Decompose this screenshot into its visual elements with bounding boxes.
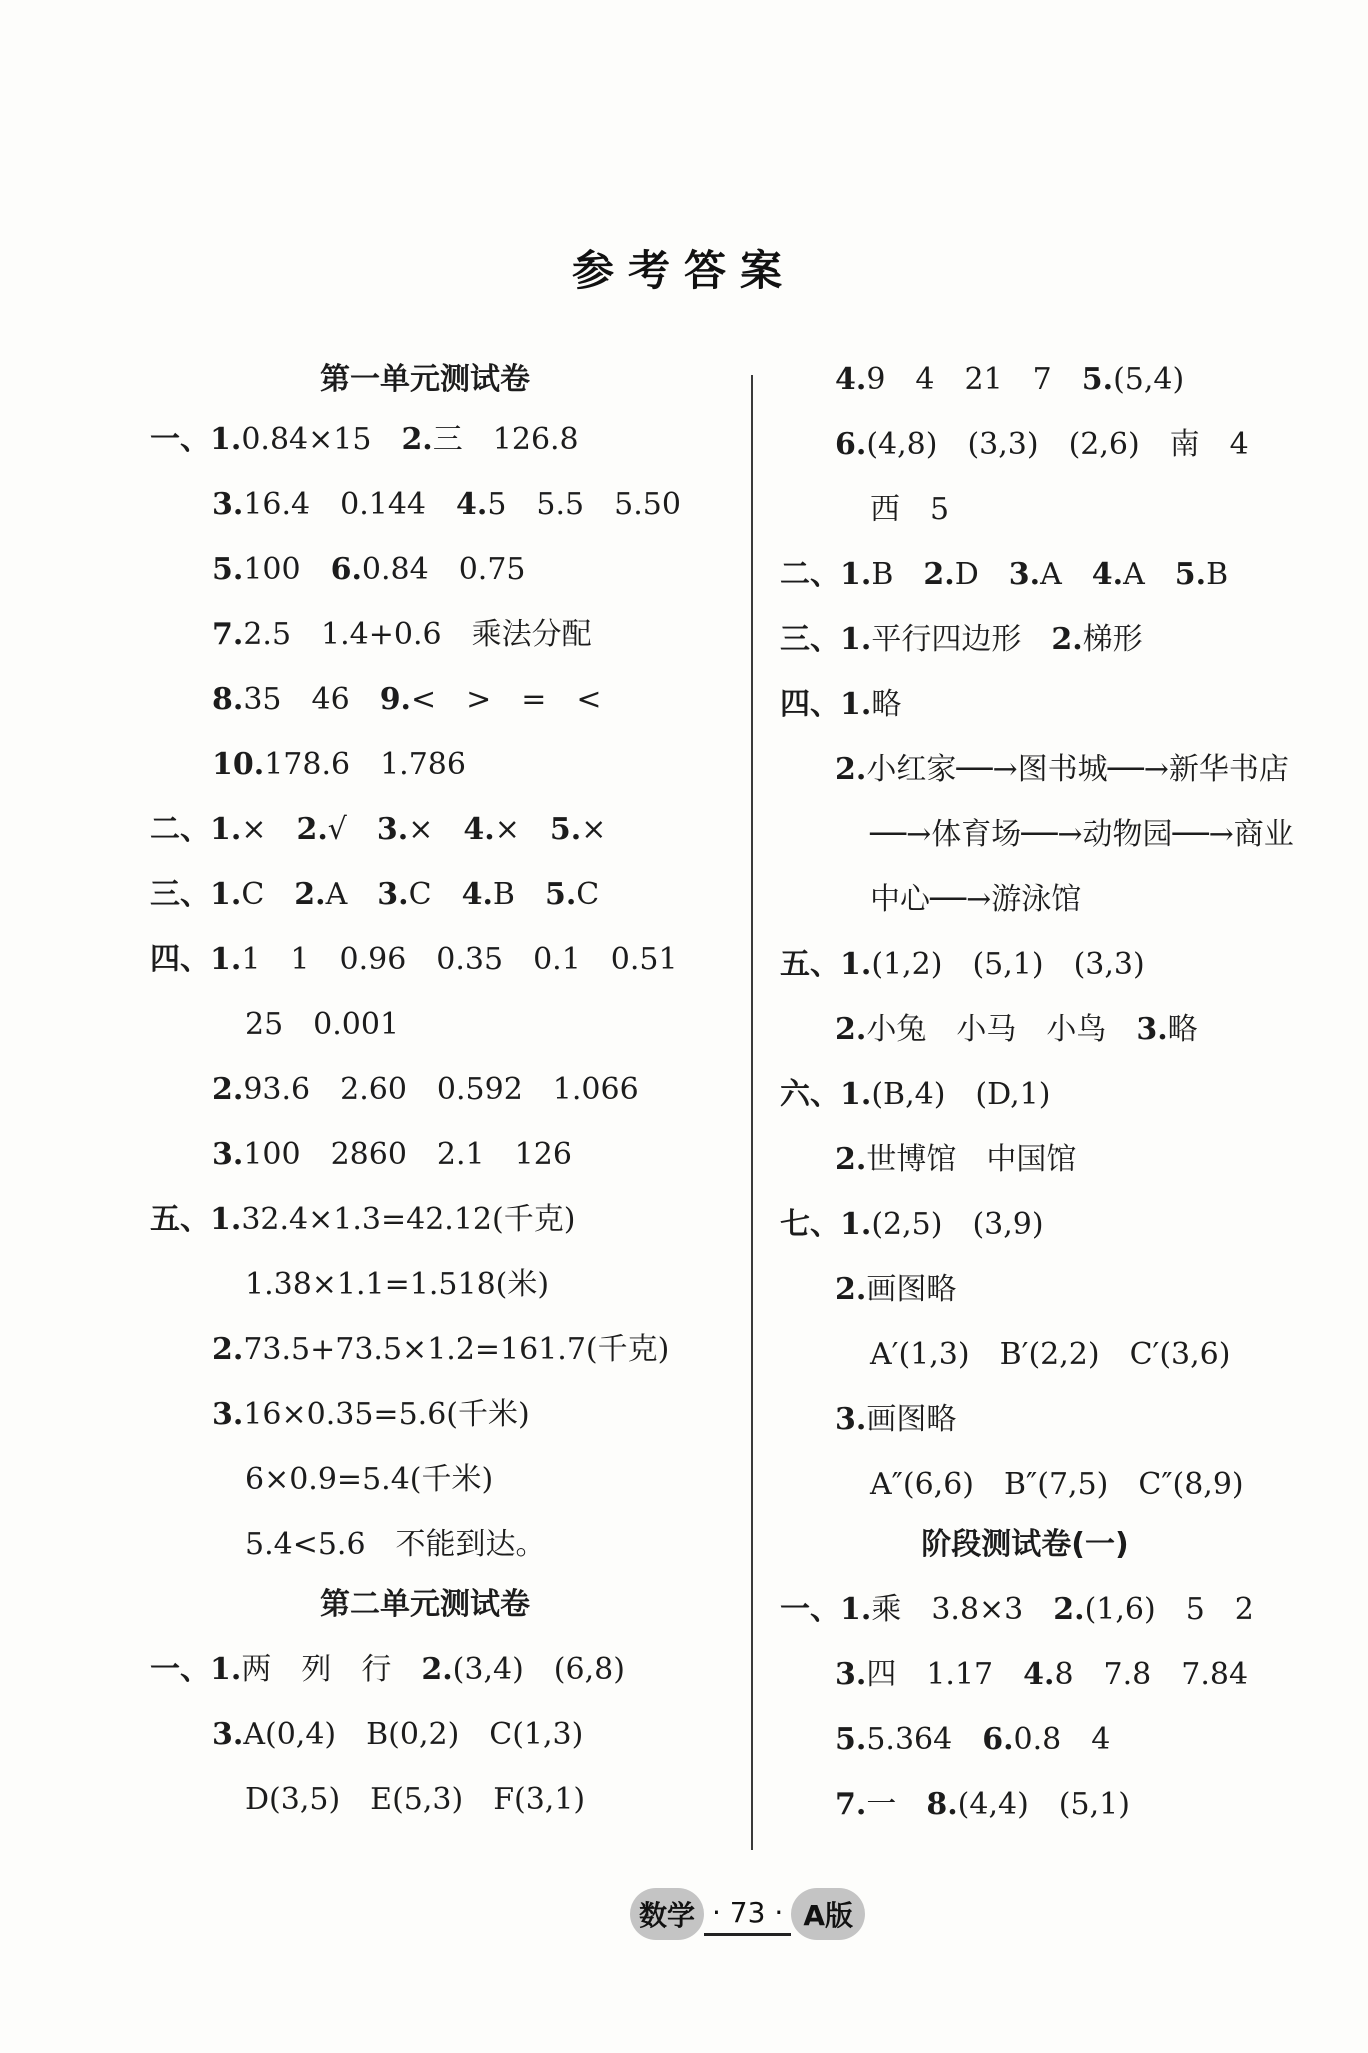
answer-line — [212, 550, 526, 590]
answer-text: 平行四边形 — [871, 622, 1052, 657]
question-number: 一、1. — [150, 1652, 242, 1687]
answer-line — [870, 815, 1294, 855]
answer-text: 16.4 0.144 — [243, 487, 457, 522]
answer-text: 100 — [243, 552, 331, 587]
answer-text: (5,4) — [1113, 362, 1185, 397]
answer-text: A — [1123, 557, 1175, 592]
section-heading: 第二单元测试卷 — [320, 1587, 530, 1622]
answer-text: B — [1206, 557, 1229, 592]
answer-text: (1,6) 5 2 — [1084, 1592, 1254, 1627]
question-number: 7. — [212, 617, 244, 652]
question-number: 6. — [330, 552, 362, 587]
answer-line — [212, 745, 466, 785]
answer-text: 乘 3.8×3 — [871, 1592, 1054, 1627]
answer-line — [212, 1135, 572, 1175]
answer-text: 1.38×1.1=1.518(米) — [245, 1267, 550, 1302]
question-number: 3. — [376, 812, 409, 847]
answer-line — [150, 810, 606, 850]
answer-text: 35 46 — [243, 682, 380, 717]
question-number: 6. — [835, 427, 867, 462]
question-number: 4. — [463, 812, 495, 847]
answer-text: 三 126.8 — [432, 422, 579, 457]
question-number: 三、1. — [150, 877, 242, 912]
answer-text: A(0,4) B(0,2) C(1,3) — [243, 1717, 584, 1752]
answer-text: C — [408, 877, 462, 912]
answer-text: 25 0.001 — [245, 1007, 400, 1042]
question-number: 2. — [296, 812, 328, 847]
answer-line — [835, 1720, 1110, 1760]
answer-line — [835, 1140, 1076, 1180]
answer-line — [150, 420, 579, 460]
question-number: 8. — [212, 682, 244, 717]
answer-text: 5.364 — [866, 1722, 983, 1757]
answer-text: √ — [327, 812, 377, 847]
answer-text: (2,5) (3,9) — [871, 1207, 1044, 1242]
answer-text: 小兔 小马 小鸟 — [866, 1012, 1137, 1047]
answer-text: (3,4) (6,8) — [452, 1652, 625, 1687]
question-number: 2. — [401, 422, 433, 457]
question-number: 2. — [835, 1272, 867, 1307]
question-number: 6. — [982, 1722, 1014, 1757]
answer-text: 5 5.5 5.50 — [487, 487, 681, 522]
question-number: 5. — [212, 552, 244, 587]
answer-text: 两 列 行 — [241, 1652, 422, 1687]
question-number: 8. — [926, 1787, 958, 1822]
answer-text: D(3,5) E(5,3) F(3,1) — [245, 1782, 586, 1817]
answer-text: A — [1040, 557, 1092, 592]
answer-text: 0.8 4 — [1013, 1722, 1111, 1757]
answer-text: B — [871, 557, 924, 592]
question-number: 5. — [549, 812, 582, 847]
answer-line — [150, 1200, 575, 1240]
answer-text: 四 1.17 — [866, 1657, 1024, 1692]
answer-text: A — [325, 877, 378, 912]
question-number: 2. — [835, 1142, 867, 1177]
answer-line — [780, 1590, 1254, 1630]
question-number: 3. — [212, 1397, 244, 1432]
question-number: 四、1. — [150, 942, 242, 977]
answer-line — [212, 485, 681, 525]
answer-line — [245, 1525, 546, 1565]
answer-line — [835, 1785, 1130, 1825]
question-number: 二、1. — [780, 557, 872, 592]
answer-text: × — [581, 812, 607, 847]
answer-line — [212, 1715, 583, 1755]
answer-line — [780, 945, 1145, 985]
answer-line — [835, 425, 1249, 465]
answer-text: 西 5 — [870, 492, 950, 527]
question-number: 2. — [212, 1072, 244, 1107]
answer-text: 2.5 1.4+0.6 乘法分配 — [243, 617, 592, 652]
question-number: 五、1. — [780, 947, 872, 982]
answer-text: D — [954, 557, 1009, 592]
answer-line — [870, 1335, 1230, 1375]
answer-line — [835, 360, 1184, 400]
question-number: 六、1. — [780, 1077, 872, 1112]
answer-text: 178.6 1.786 — [264, 747, 466, 782]
answer-text: 0.84 0.75 — [361, 552, 526, 587]
answer-text: 画图略 — [866, 1272, 957, 1307]
answer-text: ──→体育场──→动物园──→商业 — [870, 817, 1294, 852]
answer-text: 100 2860 2.1 126 — [243, 1137, 572, 1172]
answer-line — [212, 615, 592, 655]
answer-text: 1 1 0.96 0.35 0.1 0.51 — [241, 942, 678, 977]
question-number: 2. — [294, 877, 326, 912]
answer-text: C — [576, 877, 600, 912]
answer-text: A′(1,3) B′(2,2) C′(3,6) — [870, 1337, 1231, 1372]
answer-line — [245, 1780, 585, 1820]
answer-line — [870, 1465, 1244, 1505]
column-divider — [751, 375, 753, 1850]
question-number: 4. — [456, 487, 488, 522]
footer-subject: 数学 — [630, 1888, 704, 1940]
answer-line — [870, 880, 1081, 920]
footer-edition: A版 — [791, 1888, 865, 1940]
answer-text: × — [241, 812, 297, 847]
answer-line — [212, 1395, 530, 1435]
question-number: 七、1. — [780, 1207, 872, 1242]
answer-text: 6×0.9=5.4(千米) — [245, 1462, 494, 1497]
answer-line — [780, 555, 1228, 595]
question-number: 四、1. — [780, 687, 872, 722]
answer-text: (4,8) (3,3) (2,6) 南 4 — [866, 427, 1249, 462]
answer-line — [835, 1400, 956, 1440]
answer-text: 略 — [1167, 1012, 1198, 1047]
answer-line — [780, 1205, 1044, 1245]
answer-text: (4,4) (5,1) — [957, 1787, 1130, 1822]
question-number: 3. — [1008, 557, 1041, 592]
question-number: 3. — [1136, 1012, 1168, 1047]
answer-text: × — [408, 812, 464, 847]
question-number: 2. — [421, 1652, 453, 1687]
answer-text: 8 7.8 7.84 — [1054, 1657, 1249, 1692]
answer-line — [780, 685, 901, 725]
answer-text: (B,4) (D,1) — [871, 1077, 1051, 1112]
answer-line — [835, 1270, 956, 1310]
answer-text: B — [492, 877, 545, 912]
question-number: 2. — [1053, 1592, 1085, 1627]
question-number: 一、1. — [780, 1592, 872, 1627]
answer-line — [245, 1005, 399, 1045]
answer-line — [835, 750, 1289, 790]
question-number: 5. — [1081, 362, 1114, 397]
question-number: 10. — [212, 747, 265, 782]
page-footer — [630, 1888, 865, 1940]
answer-text: C — [241, 877, 295, 912]
answer-text: 9 4 21 7 — [866, 362, 1082, 397]
answer-text: 画图略 — [866, 1402, 957, 1437]
question-number: 3. — [212, 1137, 244, 1172]
question-number: 7. — [835, 1787, 867, 1822]
answer-line — [870, 490, 949, 530]
answer-text: 梯形 — [1082, 622, 1143, 657]
answer-text: 略 — [871, 687, 902, 722]
question-number: 9. — [379, 682, 412, 717]
question-number: 3. — [212, 487, 244, 522]
answer-text: 73.5+73.5×1.2=161.7(千克) — [243, 1332, 670, 1367]
question-number: 2. — [835, 1012, 867, 1047]
question-number: 5. — [835, 1722, 867, 1757]
answer-text: < > = < — [411, 682, 602, 717]
answer-line — [835, 1010, 1198, 1050]
answer-line — [212, 1330, 669, 1370]
question-number: 4. — [1091, 557, 1124, 592]
question-number: 2. — [923, 557, 955, 592]
answer-line — [835, 1655, 1248, 1695]
answer-text: 中心──→游泳馆 — [870, 882, 1082, 917]
section-heading: 阶段测试卷(一) — [921, 1527, 1129, 1562]
answer-line — [150, 940, 678, 980]
question-number: 2. — [1051, 622, 1083, 657]
answer-line — [150, 1650, 625, 1690]
answer-text: 0.84×15 — [241, 422, 402, 457]
question-number: 3. — [835, 1402, 867, 1437]
question-number: 3. — [835, 1657, 867, 1692]
question-number: 三、1. — [780, 622, 872, 657]
answer-line — [780, 1075, 1050, 1115]
question-number: 二、1. — [150, 812, 242, 847]
answer-text: 93.6 2.60 0.592 1.066 — [243, 1072, 639, 1107]
answer-line — [212, 680, 602, 720]
question-number: 4. — [1023, 1657, 1055, 1692]
section-heading: 第一单元测试卷 — [320, 362, 530, 397]
answer-line — [245, 1460, 493, 1500]
question-number: 4. — [461, 877, 493, 912]
answer-line — [150, 875, 599, 915]
answer-line — [245, 1265, 549, 1305]
question-number: 五、1. — [150, 1202, 242, 1237]
question-number: 5. — [544, 877, 577, 912]
answer-text: × — [494, 812, 550, 847]
answer-text: 32.4×1.3=42.12(千克) — [241, 1202, 576, 1237]
question-number: 2. — [212, 1332, 244, 1367]
footer-page-number: · 73 · — [704, 1893, 791, 1936]
answer-text: 世博馆 中国馆 — [866, 1142, 1077, 1177]
answer-line — [212, 1070, 639, 1110]
question-number: 3. — [377, 877, 409, 912]
question-number: 2. — [835, 752, 867, 787]
answer-line — [780, 620, 1143, 660]
answer-text: 小红家──→图书城──→新华书店 — [866, 752, 1289, 787]
answer-text: (1,2) (5,1) (3,3) — [871, 947, 1145, 982]
question-number: 一、1. — [150, 422, 242, 457]
answer-text: 一 — [866, 1787, 927, 1822]
answer-text: 16×0.35=5.6(千米) — [243, 1397, 530, 1432]
page-title: 参考答案 — [571, 246, 796, 295]
answer-text: 5.4<5.6 不能到达。 — [245, 1527, 546, 1562]
answer-text: A″(6,6) B″(7,5) C″(8,9) — [870, 1467, 1244, 1502]
question-number: 5. — [1174, 557, 1207, 592]
question-number: 3. — [212, 1717, 244, 1752]
question-number: 4. — [835, 362, 867, 397]
